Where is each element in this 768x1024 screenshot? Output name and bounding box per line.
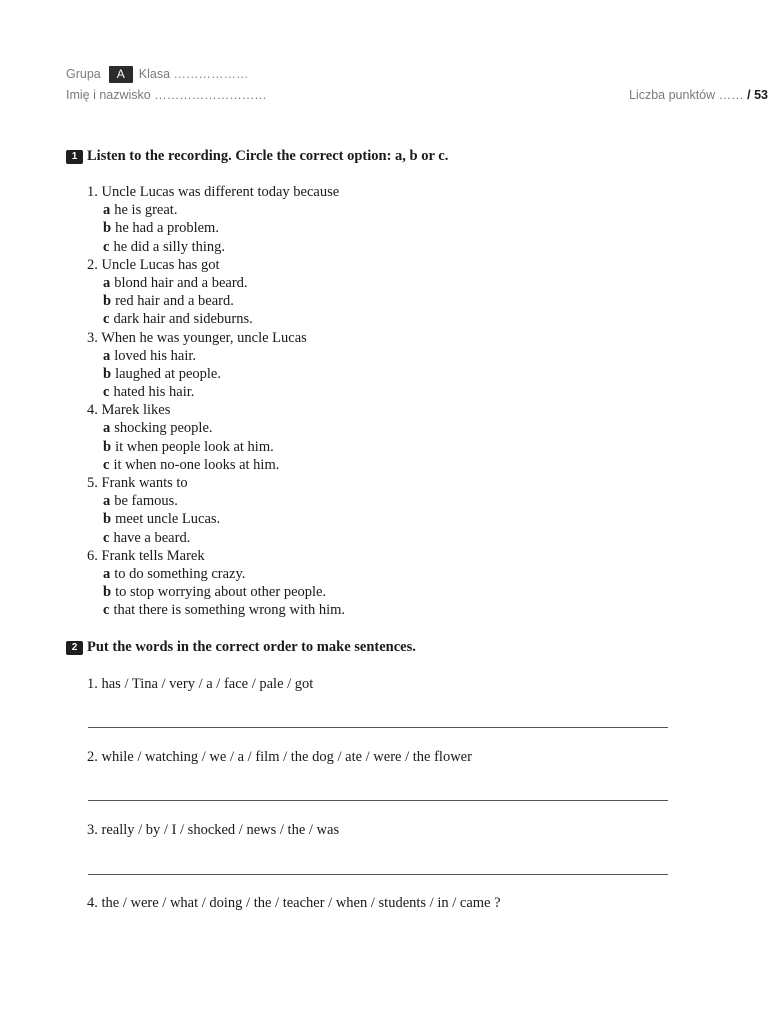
option-c[interactable] (87, 383, 345, 401)
sentence-item-2: 2. while / watching / we / a / film / the dog / ate / were / the flower (87, 749, 472, 765)
option-letter: b (103, 584, 112, 601)
option-letter: a (103, 202, 111, 219)
option-c[interactable] (87, 238, 345, 256)
answer-line-2[interactable] (88, 800, 668, 801)
name-field[interactable]: ……………………… (154, 88, 267, 102)
option-letter: a (103, 347, 111, 364)
class-label: Klasa (138, 67, 171, 81)
option-a[interactable] (87, 201, 345, 219)
answer-line-1[interactable] (88, 727, 668, 728)
option-b[interactable] (87, 510, 345, 528)
question-stem: 5. Frank wants to (87, 475, 188, 491)
option-letter: c (103, 456, 110, 473)
option-letter: b (103, 220, 112, 237)
option-text: red hair and a beard. (115, 293, 234, 310)
task1-question-list (87, 183, 345, 620)
option-b[interactable] (87, 219, 345, 237)
sentence-item-1: 1. has / Tina / very / a / face / pale / got (87, 676, 314, 692)
question-stem: 2. Uncle Lucas has got (87, 256, 220, 273)
option-letter: c (103, 529, 110, 546)
question-6 (87, 547, 345, 620)
option-letter: c (103, 311, 110, 328)
sentence-item-4: 4. the / were / what / doing / the / teacher / when / students / in / came ? (87, 895, 501, 911)
option-c[interactable] (87, 456, 345, 474)
answer-line-3[interactable] (88, 874, 668, 875)
option-text: hated his hair. (113, 384, 195, 401)
option-c[interactable] (87, 529, 345, 547)
option-text: laughed at people. (115, 365, 221, 382)
task2-number-badge: 2 (66, 641, 83, 655)
question-1 (87, 183, 345, 256)
question-5 (87, 474, 345, 547)
question-4 (87, 401, 345, 474)
option-letter: a (103, 420, 111, 437)
task1-number-badge: 1 (66, 150, 83, 164)
question-2 (87, 256, 345, 329)
task1-heading (66, 148, 448, 165)
name-label: Imię i nazwisko (66, 88, 151, 102)
option-text: he is great. (114, 202, 178, 219)
option-b[interactable] (87, 292, 345, 310)
option-letter: c (103, 384, 110, 401)
question-stem: 3. When he was younger, uncle Lucas (87, 329, 307, 346)
option-text: be famous. (114, 493, 178, 510)
option-text: it when no-one looks at him. (113, 456, 280, 473)
option-letter: a (103, 274, 111, 291)
option-text: that there is something wrong with him. (113, 602, 346, 619)
group-label: Grupa (66, 67, 101, 81)
option-text: to stop worrying about other people. (115, 584, 327, 601)
option-letter: a (103, 493, 111, 510)
option-c[interactable] (87, 601, 345, 619)
question-stem: 4. Marek likes (87, 402, 171, 419)
option-a[interactable] (87, 419, 345, 437)
option-a[interactable] (87, 565, 345, 583)
option-a[interactable] (87, 347, 345, 365)
name-row (66, 88, 267, 102)
option-a[interactable] (87, 492, 345, 510)
option-letter: c (103, 602, 110, 619)
option-letter: b (103, 438, 112, 455)
option-text: he had a problem. (115, 220, 219, 237)
question-stem: 1. Uncle Lucas was different today because (87, 184, 340, 200)
points-row (629, 88, 768, 102)
option-letter: b (103, 365, 112, 382)
group-row (66, 66, 249, 83)
option-text: meet uncle Lucas. (115, 511, 221, 528)
option-text: it when people look at him. (115, 438, 274, 455)
option-b[interactable] (87, 365, 345, 383)
option-b[interactable] (87, 438, 345, 456)
option-text: blond hair and a beard. (114, 274, 248, 291)
option-c[interactable] (87, 310, 345, 328)
option-text: dark hair and sideburns. (113, 311, 253, 328)
option-letter: b (103, 293, 112, 310)
points-field[interactable]: …… (718, 88, 744, 102)
option-text: loved his hair. (114, 347, 197, 364)
option-letter: c (103, 238, 110, 255)
option-a[interactable] (87, 274, 345, 292)
option-text: he did a silly thing. (113, 238, 225, 255)
option-letter: b (103, 511, 112, 528)
points-label: Liczba punktów (629, 88, 716, 102)
sentence-item-3: 3. really / by / I / shocked / news / the / was (87, 822, 340, 838)
task1-instruction: Listen to the recording. Circle the correct option: a, b or c. (87, 148, 449, 164)
group-badge: A (109, 66, 133, 83)
class-field[interactable]: ……………… (173, 67, 249, 81)
question-stem: 6. Frank tells Marek (87, 547, 205, 564)
option-text: shocking people. (114, 420, 213, 437)
task2-instruction: Put the words in the correct order to make sentences. (87, 639, 416, 655)
question-3 (87, 329, 345, 402)
option-letter: a (103, 565, 111, 582)
option-text: to do something crazy. (114, 565, 246, 582)
task2-heading (66, 639, 416, 656)
points-total: / 53 (747, 88, 768, 102)
option-text: have a beard. (113, 529, 191, 546)
option-b[interactable] (87, 583, 345, 601)
